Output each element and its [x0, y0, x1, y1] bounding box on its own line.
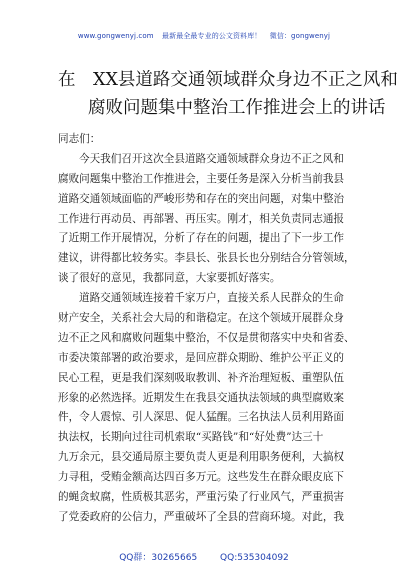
body-line: 件，令人震惊、引人深思、促人猛醒。三名执法人员利用路面: [58, 411, 345, 424]
page-footer: [0, 550, 408, 563]
body-line: 道路交通领域连接着千家万户，直接关系人民群众的生命: [79, 292, 344, 305]
body-line: 建议，讲得都比较务实。李县长、张县长也分别结合分管领域，: [58, 252, 355, 265]
body-line: 今天我们召开这次全县道路交通领域群众身边不正之风和: [79, 152, 344, 165]
body-line: 执法权，长期向过往司机索取“买路钱”和“好处费”达三十: [58, 431, 324, 444]
body-line: 的蝇贪蚁腐，性质极其恶劣，严重污染了行业风气，严重损害: [58, 491, 345, 504]
body-line: 九万余元，县交通局原主要负责人更是利用职务便利，大搞权: [58, 451, 345, 464]
body-line: 了近期工作开展情况，分析了存在的问题，提出了下一步工作: [58, 232, 345, 245]
title-line-1: 在 XX县道路交通领域群众身边不正之风和: [58, 70, 398, 90]
body-line: 工作进行再动员、再部署、再压实。刚才，相关负责同志通报: [58, 212, 345, 225]
body-line: 道路交通领域面临的严峻形势和存在的突出问题，对集中整治: [58, 192, 345, 205]
wechat-contact: 微信：gongwenyj: [269, 32, 331, 40]
document-title: [58, 66, 398, 122]
site-slogan: 最新最全最专业的公文资料库！: [162, 32, 262, 40]
body-line: 边不正之风和腐败问题集中整治，不仅是贯彻落实中央和省委、: [58, 331, 355, 344]
site-header: [0, 31, 408, 41]
salutation: 同志们：: [58, 133, 101, 145]
document-body: [58, 130, 364, 528]
body-line: 了党委政府的公信力，严重破坏了全县的营商环境。对此，我: [58, 510, 345, 523]
body-line: 财产安全，关系社会大局的和谐稳定。在这个领域开展群众身: [58, 312, 345, 325]
body-line: 谈了很好的意见，我都同意，大家要抓好落实。: [58, 272, 281, 285]
body-line: 市委决策部署的政治要求，是回应群众期盼、维护公平正义的: [58, 351, 345, 364]
qq-group-contact: QQ群：30265665: [119, 553, 198, 563]
title-line-2: 腐败问题集中整治工作推进会上的讲话: [88, 98, 386, 118]
body-line: 民心工程，更是我们深刻吸取教训、补齐治理短板、重塑队伍: [58, 371, 345, 384]
body-line: 形象的必然选择。近期发生在我县交通执法领域的典型腐败案: [58, 391, 345, 404]
qq-contact: QQ:535304092: [220, 553, 289, 563]
body-line: 腐败问题集中整治工作推进会，主要任务是深入分析当前我县: [58, 172, 345, 185]
site-url-link[interactable]: www.gongwenyj.com: [77, 32, 154, 40]
body-line: 力寻租，受贿金额高达四百多万元。这些发生在群众眼皮底下: [58, 471, 345, 484]
